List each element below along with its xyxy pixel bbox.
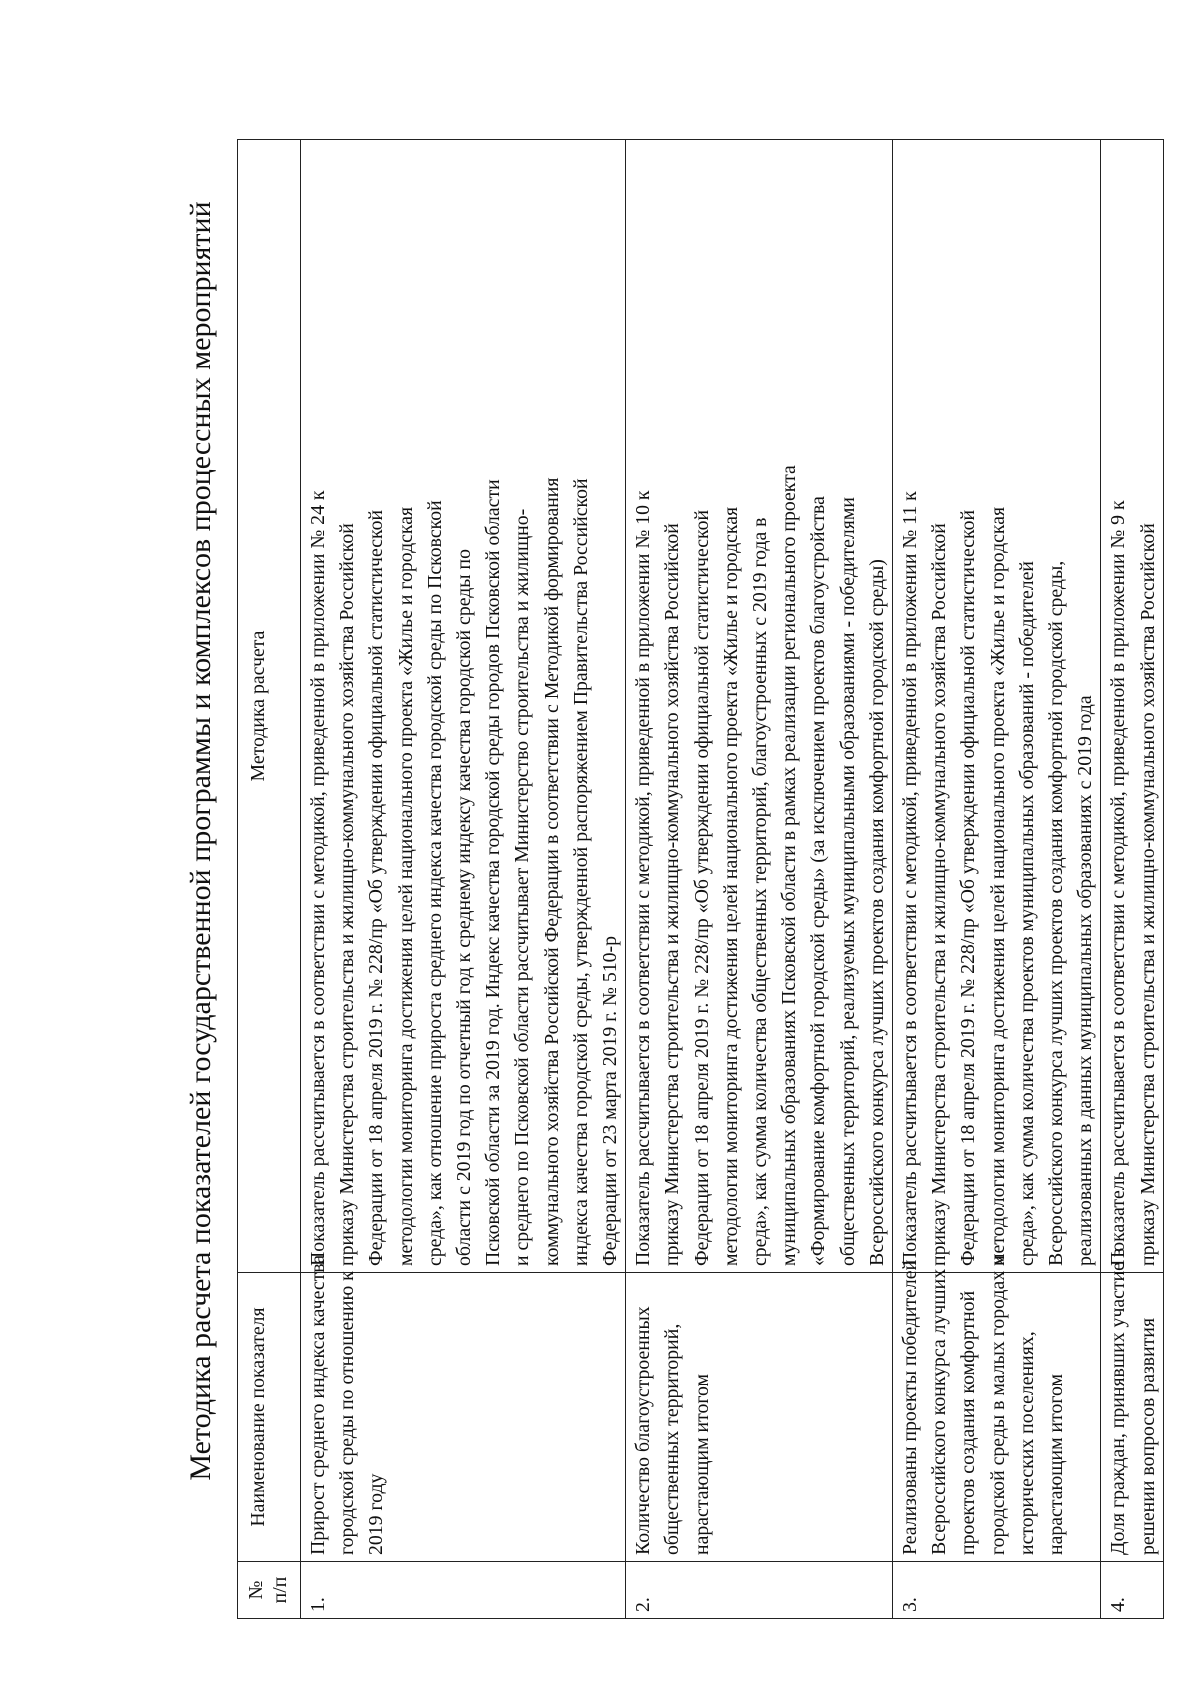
calculation-method-line: реализованных в данных муниципальных образованиях с 2019 года bbox=[1074, 695, 1097, 1266]
calculation-method-line: области с 2019 год по отчетный год к среднему индексу качества городской среды по bbox=[453, 548, 476, 1266]
calculation-method-line: «Формирование комфортной городской среды» (за исключением проектов благоустройства bbox=[807, 496, 830, 1266]
indicator-name-line: Прирост среднего индекса качества bbox=[307, 1254, 329, 1555]
table-row bbox=[626, 140, 893, 1619]
row-number: 2. bbox=[626, 1562, 893, 1619]
indicator-name-line: общественных территорий, bbox=[661, 1323, 684, 1555]
table-header-row bbox=[238, 140, 301, 1619]
indicator-name-line: исторических поселениях, bbox=[1015, 1331, 1038, 1555]
calculation-method bbox=[893, 140, 1101, 1273]
calculation-method-line: Федерации от 18 апреля 2019 г. № 228/пр «Об утверждении официальной статистической bbox=[690, 509, 713, 1266]
calculation-method-line: Федерации от 23 марта 2019 г. № 510-р bbox=[599, 936, 622, 1266]
header-number-line: п/п bbox=[269, 1576, 291, 1604]
indicator-name-line: Реализованы проекты победителей bbox=[899, 1259, 922, 1555]
calculation-method-line: Показатель рассчитывается в соответствии с методикой, приведенной в приложении № 10 к bbox=[632, 490, 655, 1266]
header-indicator-name: Наименование показателя bbox=[238, 1273, 301, 1562]
calculation-method-line: среда», как сумма количества общественных территорий, благоустроенных с 2019 года в bbox=[749, 517, 772, 1266]
calculation-method-line: и среднего по Псковской области рассчитывает Министерство строительства и жилищно- bbox=[511, 508, 534, 1266]
document-title: Методика расчета показателей государственной программы и комплексов процессных мероприятий bbox=[184, 201, 217, 1481]
indicator-name-line: Всероссийского конкурса лучших bbox=[928, 1268, 951, 1555]
table-body bbox=[301, 140, 1164, 1619]
table-row bbox=[893, 140, 1101, 1619]
indicator-name-line: нарастающим итогом bbox=[690, 1373, 713, 1555]
calculation-method-line: Всероссийского конкурса лучших проектов создания комфортной городской среды, bbox=[1045, 560, 1068, 1266]
indicator-name-line: нарастающим итогом bbox=[1045, 1373, 1068, 1555]
indicator-name-line: Доля граждан, принявших участие в bbox=[1107, 1247, 1130, 1555]
calculation-method-line: Показатель рассчитывается в соответствии с методикой, приведенной в приложении № 11 к bbox=[899, 491, 922, 1266]
calculation-method-line: Показатель рассчитывается в соответствии с методикой, приведенной в приложении № 24 к bbox=[307, 490, 329, 1266]
calculation-method-line: методологии мониторинга достижения целей национального проекта «Жилье и городская bbox=[394, 506, 417, 1266]
indicator-name-line: 2019 году bbox=[365, 1473, 388, 1555]
indicator-name bbox=[893, 1255, 1101, 1562]
calculation-method-line: методологии мониторинга достижения целей национального проекта «Жилье и городская bbox=[986, 506, 1009, 1266]
row-number: 1. bbox=[301, 1562, 626, 1619]
calculation-method-line: методологии мониторинга достижения целей национального проекта «Жилье и городская bbox=[719, 506, 742, 1266]
calculation-method-line: Псковской области за 2019 год. Индекс качества городской среды городов Псковской области bbox=[482, 479, 505, 1266]
calculation-method-line: среда», как отношение прироста среднего индекса качества городской среды по Псковской bbox=[423, 500, 446, 1266]
indicators-table bbox=[237, 139, 1164, 1619]
indicator-name-line: Количество благоустроенных bbox=[632, 1306, 655, 1555]
row-number: 3. bbox=[893, 1562, 1101, 1619]
header-number bbox=[238, 1562, 301, 1619]
calculation-method-line: приказу Министерства строительства и жилищно-коммунального хозяйства Российской bbox=[1136, 523, 1159, 1266]
calculation-method bbox=[301, 140, 626, 1273]
calculation-method-line: индекса качества городской среды, утвержденной распоряжением Правительства Российской bbox=[569, 478, 592, 1266]
indicator-name-line: проектов создания комфортной bbox=[957, 1290, 980, 1555]
indicator-name-line: решении вопросов развития bbox=[1136, 1317, 1159, 1555]
calculation-method bbox=[626, 140, 893, 1273]
calculation-method-line: приказу Министерства строительства и жилищно-коммунального хозяйства Российской bbox=[928, 523, 951, 1266]
indicator-name bbox=[1101, 1247, 1163, 1562]
header-number-line: № bbox=[245, 1580, 267, 1600]
table-row bbox=[301, 140, 626, 1619]
table-row bbox=[1101, 140, 1163, 1619]
indicator-name bbox=[301, 1254, 626, 1562]
calculation-method-line: Федерации от 18 апреля 2019 г. № 228/пр «Об утверждении официальной статистической bbox=[365, 509, 388, 1266]
indicator-name-line: городской среды по отношению к bbox=[336, 1271, 359, 1555]
calculation-method-line: приказу Министерства строительства и жилищно-коммунального хозяйства Российской bbox=[336, 523, 359, 1266]
indicator-name-line: городской среды в малых городах и bbox=[986, 1255, 1009, 1555]
indicator-name bbox=[626, 1273, 893, 1562]
calculation-method-line: общественных территорий, реализуемых муниципальными образованиями - победителями bbox=[836, 497, 859, 1266]
row-number: 4. bbox=[1101, 1562, 1163, 1619]
calculation-method bbox=[1101, 140, 1163, 1273]
calculation-method-line: муниципальных образованиях Псковской области в рамках реализации регионального проекта bbox=[778, 465, 801, 1266]
calculation-method-line: Всероссийского конкурса лучших проектов создания комфортной городской среды) bbox=[865, 559, 888, 1266]
calculation-method-line: Показатель рассчитывается в соответствии с методикой, приведенной в приложении № 9 к bbox=[1107, 500, 1130, 1266]
calculation-method-line: коммунального хозяйства Российской Федерации в соответствии с Методикой формирования bbox=[540, 477, 563, 1266]
calculation-method-line: Федерации от 18 апреля 2019 г. № 228/пр «Об утверждении официальной статистической bbox=[957, 509, 980, 1266]
calculation-method-line: среда», как сумма количества проектов муниципальных образований - победителей bbox=[1015, 561, 1038, 1266]
header-calculation-method: Методика расчета bbox=[238, 140, 301, 1273]
calculation-method-line: приказу Министерства строительства и жилищно-коммунального хозяйства Российской bbox=[661, 523, 684, 1266]
